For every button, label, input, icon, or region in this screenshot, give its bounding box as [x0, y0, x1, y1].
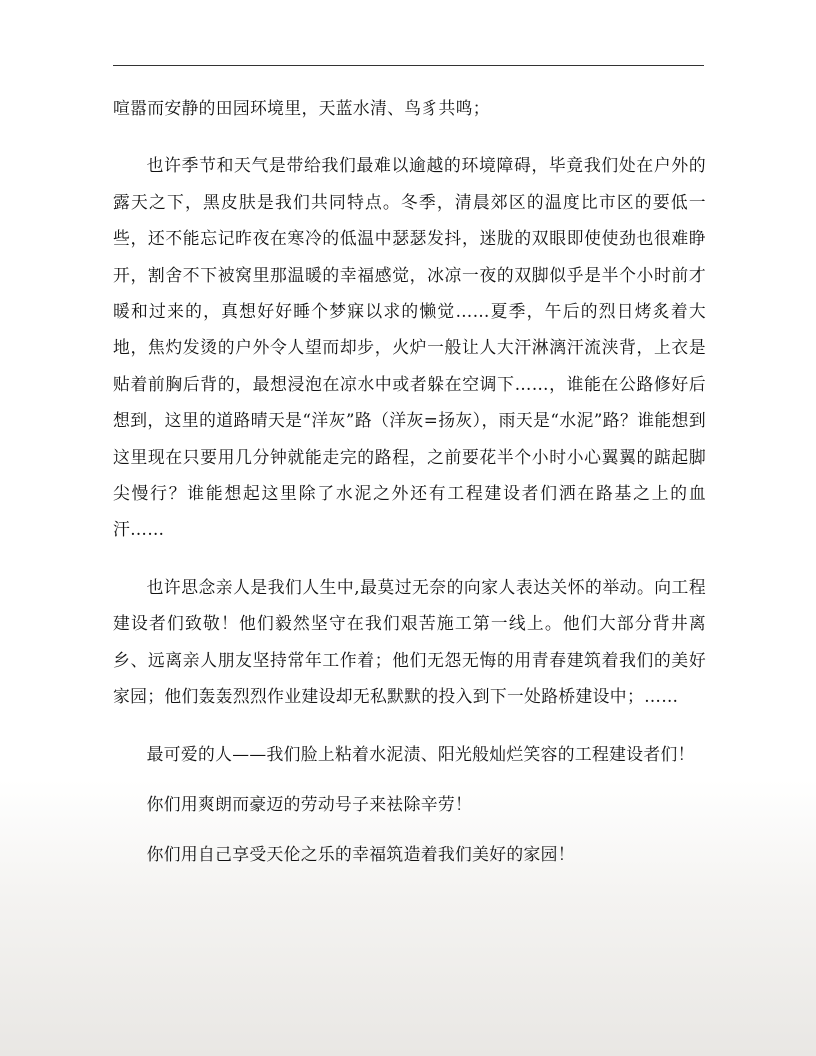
document-body — [113, 90, 706, 873]
paragraph-homeland: 你们用自己享受天伦之乐的幸福筑造着我们美好的家园！ — [146, 844, 575, 865]
paragraph-lovely-people: 最可爱的人——我们脸上粘着水泥渍、阳光般灿烂笑容的工程建设者们！ — [146, 743, 695, 764]
paragraph-family: 也许思念亲人是我们人生中,最莫过无奈的向家人表达关怀的举动。向工程建设者们致敬！他们毅然坚守在我们艰苦施工第一线上。他们大部分背井离乡、远离亲人朋友坚持常年工作着；他们无怨无悔的用青春建筑着我们的美好家园；他们轰轰烈烈作业建设却无私默默的投入到下一处路桥建设中；…… — [113, 576, 706, 707]
paragraph-continuation: 喧嚣而安静的田园环境里，天蓝水清、鸟豸共鸣； — [113, 98, 490, 118]
header-rule — [113, 65, 704, 66]
paragraph-labor-chant: 你们用爽朗而豪迈的劳动号子来袪除辛劳！ — [146, 793, 473, 814]
paragraph-seasons: 也许季节和天气是带给我们最难以逾越的环境障碍，毕竟我们处在户外的露天之下，黑皮肤是我们共同特点。冬季，清晨郊区的温度比市区的要低一些，还不能忘记昨夜在寒冷的低温中瑟瑟发抖，迷胧的双眼即使使劲也很难睁开，割舍不下被窝里那温暖的幸福感觉，冰凉一夜的双脚似乎是半个小时前才暖和过来的，真想好好睡个梦寐以求的懒觉……夏季，午后的烈日烤炙着大地，焦灼发烫的户外令人望而却步，火炉一般让人大汗淋漓汗流浃背，上衣是贴着前胸后背的，最想浸泡在凉水中或者躲在空调下……，谁能在公路修好后想到，这里的道路晴天是“洋灰”路（洋灰=扬灰），雨天是“水泥”路？谁能想到这里现在只要用几分钟就能走完的路程，之前要花半个小时小心翼翼的踮起脚尖慢行？谁能想起这里除了水泥之外还有工程建设者们洒在路基之上的血汗…… — [113, 155, 706, 540]
